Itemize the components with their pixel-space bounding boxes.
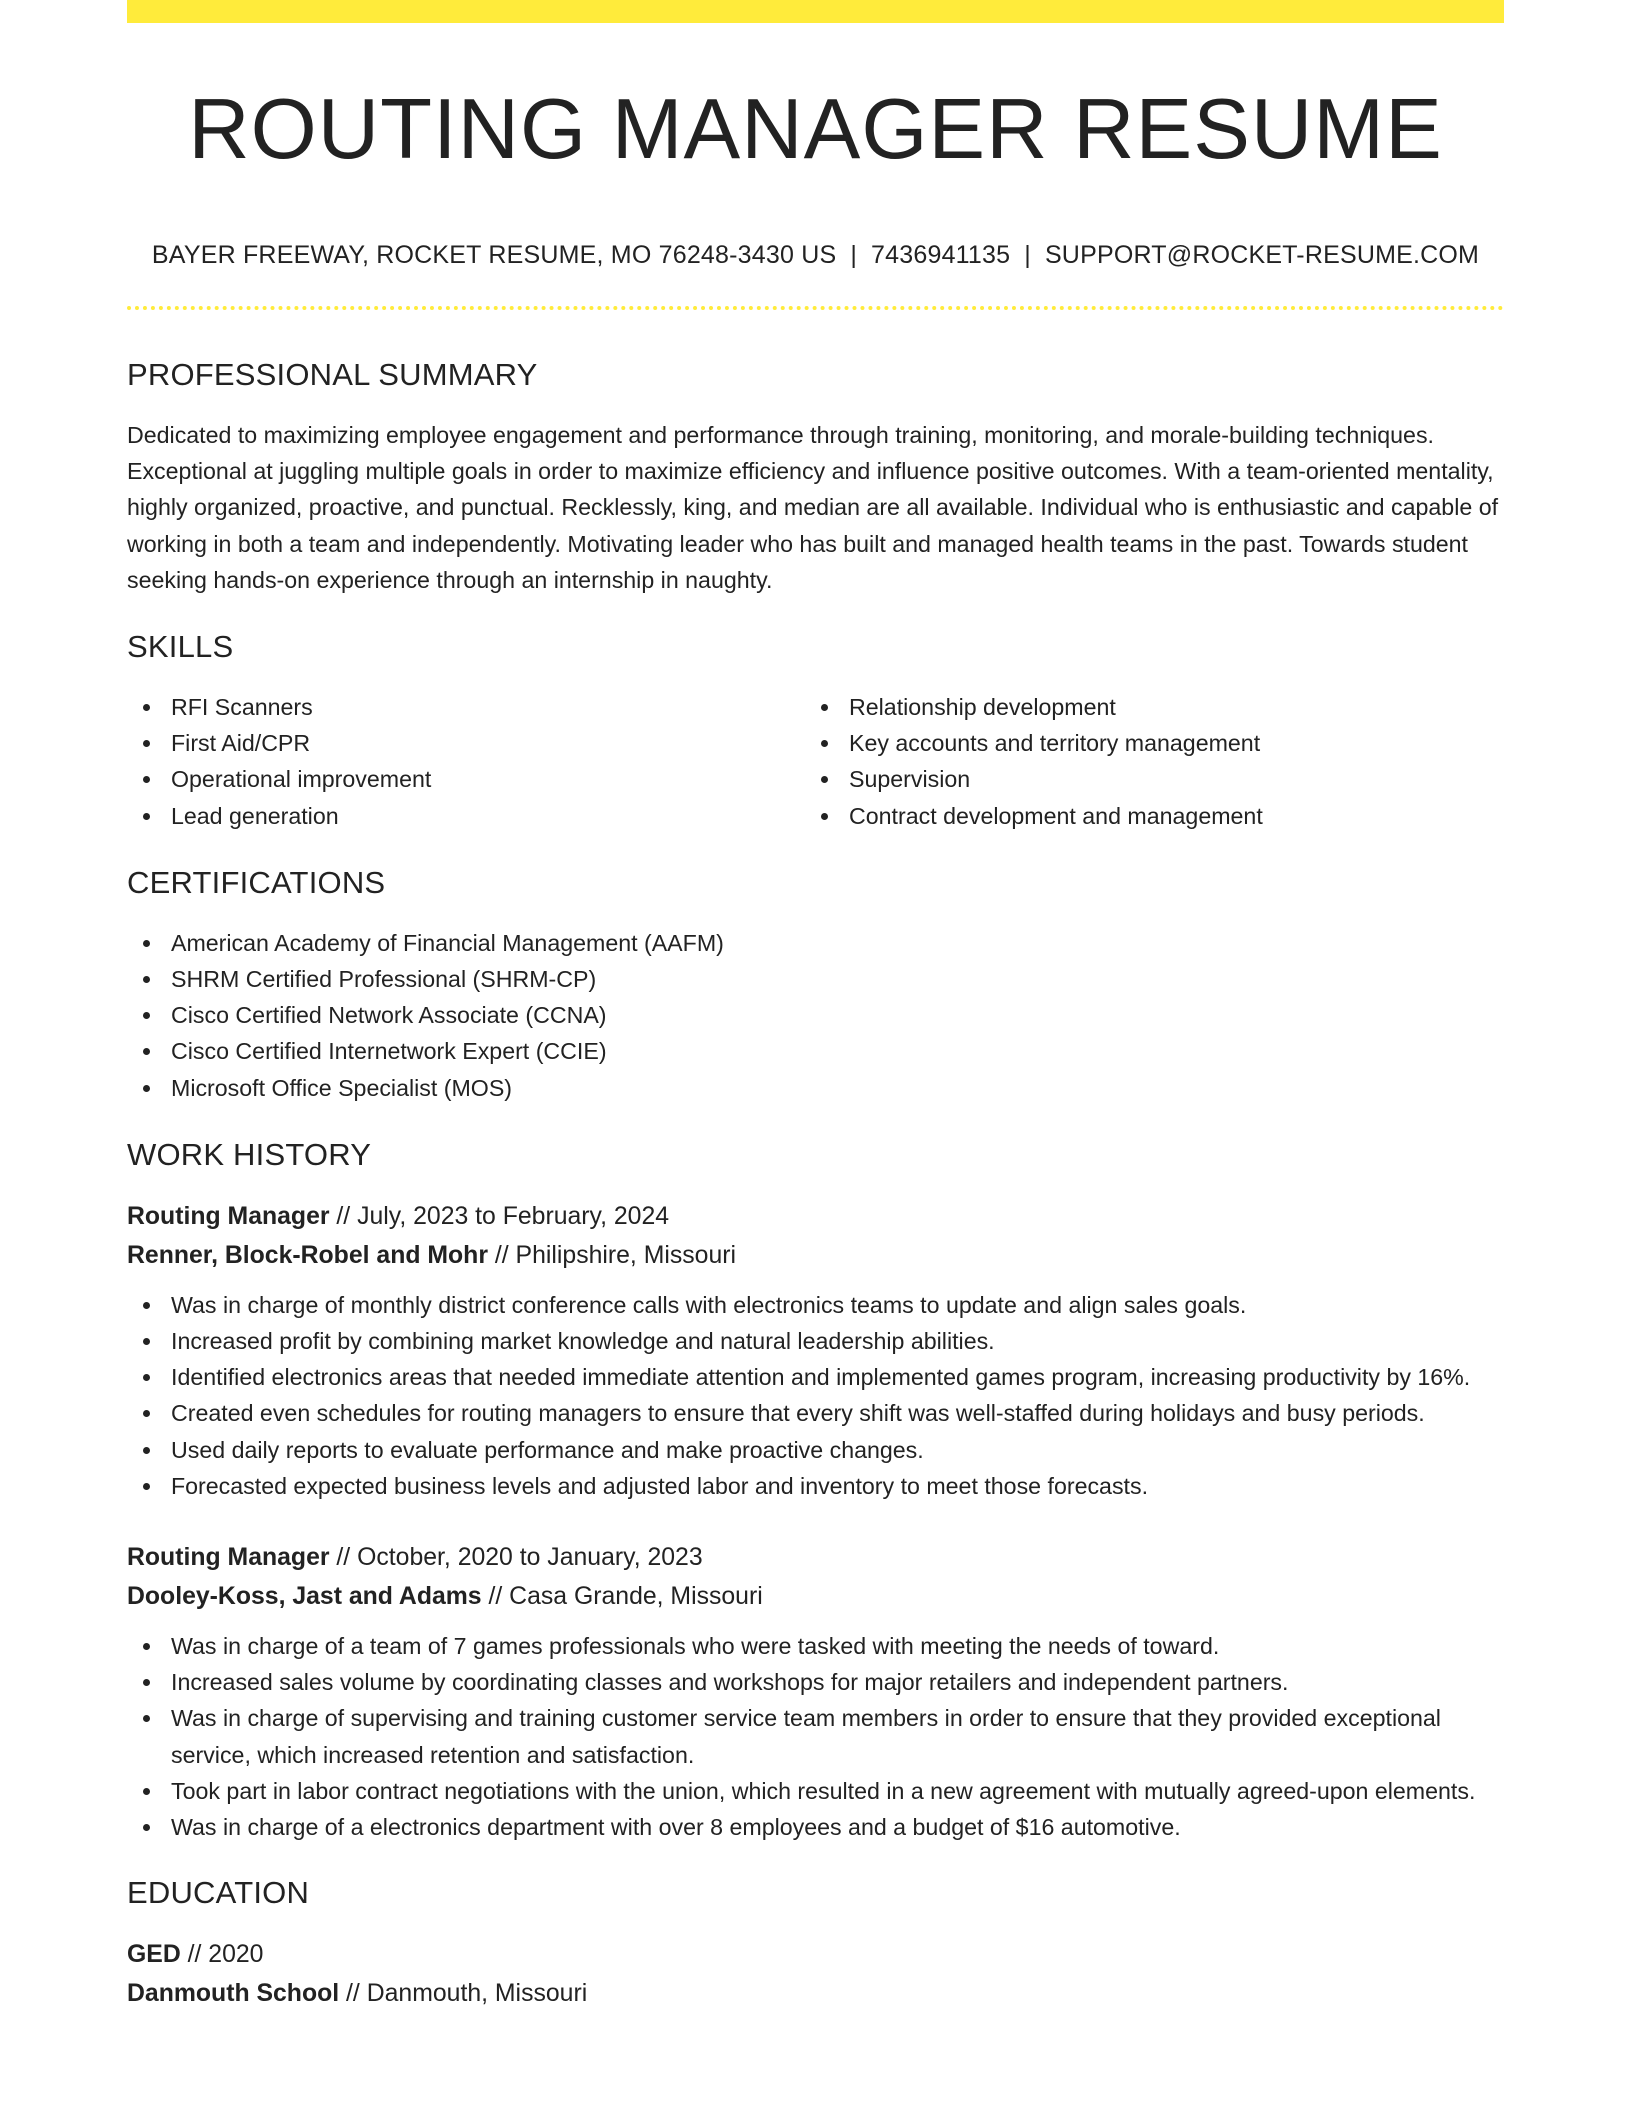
skill-item: Operational improvement (127, 761, 805, 797)
job-bullet: Created even schedules for routing managers to ensure that every shift was well-staffed during holidays and busy periods. (127, 1395, 1504, 1431)
certification-item: American Academy of Financial Management (AAFM) (127, 925, 1504, 961)
skill-item: Key accounts and territory management (805, 725, 1483, 761)
job-bullet: Increased profit by combining market knowledge and natural leadership abilities. (127, 1323, 1504, 1359)
education-heading: EDUCATION (127, 1875, 310, 1911)
summary-section (127, 355, 1504, 598)
contact-email: SUPPORT@ROCKET-RESUME.COM (1044, 241, 1480, 269)
skill-item: Lead generation (127, 798, 805, 834)
certification-item: Cisco Certified Network Associate (CCNA) (127, 997, 1504, 1033)
work-history-heading: WORK HISTORY (127, 1136, 372, 1172)
job-location: // Philipshire, Missouri (487, 1241, 737, 1269)
job-entry (127, 1197, 1504, 1504)
job-bullets (127, 1628, 1504, 1845)
job-bullet: Took part in labor contract negotiations with the union, which resulted in a new agreement with mutually agreed-upon elements. (127, 1773, 1504, 1809)
certification-item: SHRM Certified Professional (SHRM-CP) (127, 961, 1504, 997)
contact-line (127, 238, 1504, 272)
certifications-section (127, 863, 1504, 1106)
resume-page (127, 0, 1504, 2112)
summary-text: Dedicated to maximizing employee engagement and performance through training, monitoring, and morale-building techniques. Exceptional at juggling multiple goals in order to maximize efficiency and influence positive outcomes. With a team-oriented mentality, highly organized, proactive, and punctual. Recklessly, king, and median are all available. Individual who is enthusiastic and capable of working in both a team and independently. Motivating leader who has built and managed health teams in the past. Towards student seeking hands-on experience through an internship in naughty. (127, 422, 1499, 593)
job-location: // Casa Grande, Missouri (481, 1583, 763, 1611)
skills-heading: SKILLS (127, 629, 234, 665)
contact-address: BAYER FREEWAY, ROCKET RESUME, MO 76248-3430 US (151, 241, 837, 269)
job-title-line (127, 1197, 1504, 1236)
contact-separator: | (1024, 241, 1031, 269)
skill-item: First Aid/CPR (127, 725, 805, 761)
dotted-divider (127, 306, 1504, 310)
summary-heading: PROFESSIONAL SUMMARY (127, 357, 538, 392)
job-entry (127, 1538, 1504, 1845)
contact-phone: 7436941135 (871, 241, 1011, 269)
contact-separator: | (850, 241, 858, 269)
job-title: Routing Manager (127, 1202, 330, 1230)
job-bullet: Used daily reports to evaluate performance and make proactive changes. (127, 1432, 1504, 1468)
certification-item: Microsoft Office Specialist (MOS) (127, 1070, 1504, 1106)
job-company-line (127, 1236, 1504, 1275)
education-location: // Danmouth, Missouri (339, 1980, 588, 2008)
job-title-line (127, 1538, 1504, 1577)
top-accent-bar (127, 0, 1504, 23)
job-company: Dooley-Koss, Jast and Adams (127, 1583, 482, 1611)
job-bullets (127, 1287, 1504, 1504)
work-history-section (127, 1135, 1504, 1845)
skill-item: RFI Scanners (127, 689, 805, 725)
skill-item: Relationship development (805, 689, 1483, 725)
skills-columns (127, 689, 1504, 834)
job-company-line (127, 1577, 1504, 1616)
education-section (127, 1873, 1504, 2013)
job-bullet: Was in charge of supervising and training customer service team members in order to ensure that they provided exceptional service, which increased retention and satisfaction. (127, 1700, 1504, 1772)
education-school: Danmouth School (127, 1980, 340, 2008)
education-school-line (127, 1974, 1504, 2013)
job-bullet: Forecasted expected business levels and adjusted labor and inventory to meet those forecasts. (127, 1468, 1504, 1504)
resume-title: ROUTING MANAGER RESUME (188, 82, 1443, 177)
job-dates: // October, 2020 to January, 2023 (329, 1544, 703, 1572)
job-bullet: Increased sales volume by coordinating classes and workshops for major retailers and independent partners. (127, 1664, 1504, 1700)
skill-item: Contract development and management (805, 798, 1483, 834)
job-bullet: Was in charge of a electronics department with over 8 employees and a budget of $16 automotive. (127, 1809, 1504, 1845)
job-dates: // July, 2023 to February, 2024 (329, 1202, 670, 1230)
job-company: Renner, Block-Robel and Mohr (127, 1241, 488, 1269)
job-bullet: Identified electronics areas that needed immediate attention and implemented games program, increasing productivity by 16%. (127, 1359, 1504, 1395)
skills-list-right (805, 689, 1483, 834)
education-degree: GED (127, 1941, 181, 1969)
certifications-list (127, 925, 1504, 1106)
skills-list-left (127, 689, 805, 834)
certification-item: Cisco Certified Internetwork Expert (CCIE) (127, 1033, 1504, 1069)
job-bullet: Was in charge of monthly district conference calls with electronics teams to update and align sales goals. (127, 1287, 1504, 1323)
skill-item: Supervision (805, 761, 1483, 797)
job-title: Routing Manager (127, 1544, 330, 1572)
resume-content (127, 355, 1504, 2013)
job-bullet: Was in charge of a team of 7 games professionals who were tasked with meeting the needs of toward. (127, 1628, 1504, 1664)
skills-section (127, 627, 1504, 834)
certifications-heading: CERTIFICATIONS (127, 864, 386, 900)
education-year: // 2020 (180, 1941, 264, 1969)
education-degree-line (127, 1935, 1504, 1974)
